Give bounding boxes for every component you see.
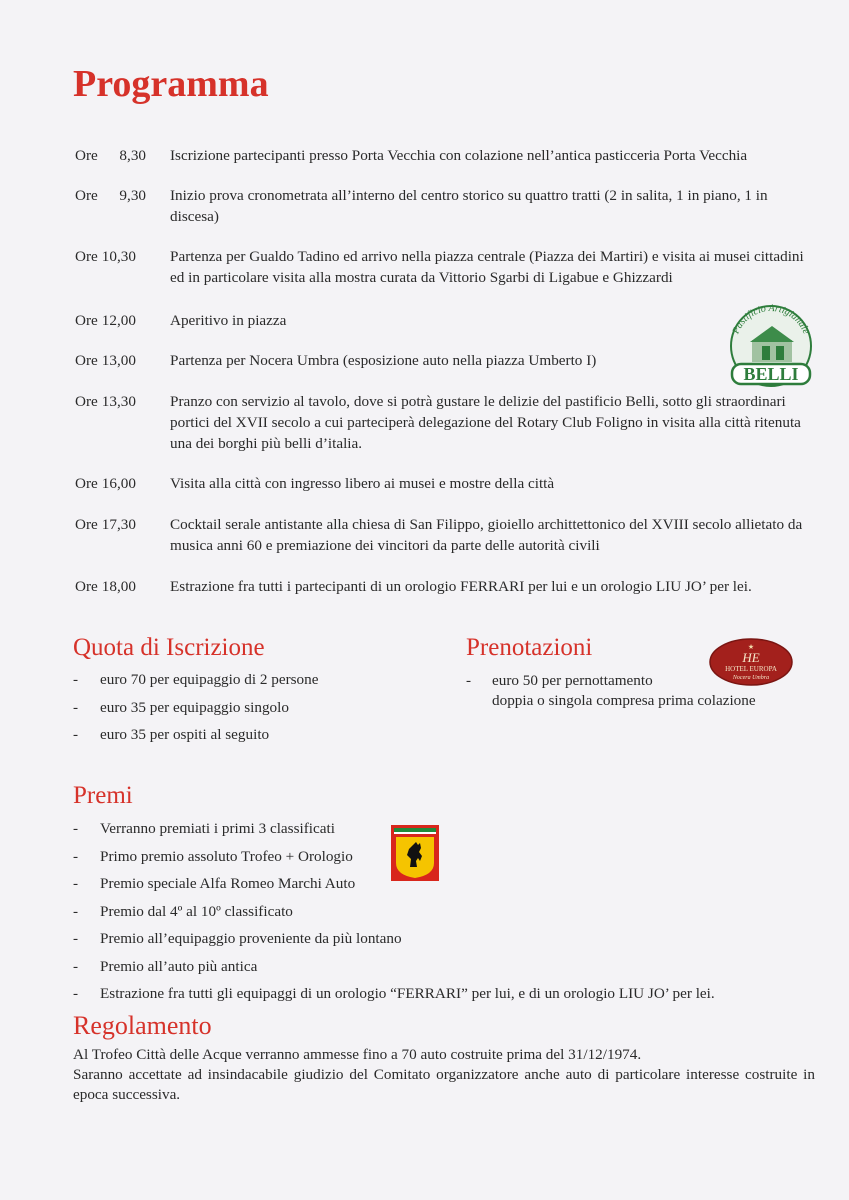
belli-arc-text: Pastificio Artigianale [730, 302, 812, 336]
ore-label: Ore [75, 147, 98, 164]
list-item-text: Premio all’equipaggio proveniente da più lontano [100, 930, 402, 947]
ore-label: Ore [75, 516, 98, 533]
list-item [73, 670, 318, 698]
dash: - [73, 820, 79, 837]
belli-logo [722, 296, 820, 390]
schedule-text: Aperitivo in piazza [170, 312, 287, 329]
schedule-row [75, 246, 820, 288]
list-item-text: euro 35 per ospiti al seguito [100, 726, 270, 743]
prenotazioni-title: Prenotazioni [466, 634, 593, 661]
list-item-text: euro 35 per equipaggio singolo [100, 698, 289, 716]
time-label: 18,00 [101, 578, 136, 595]
hotel-europa-logo [708, 637, 794, 687]
list-item-text: Premio all’auto più antica [100, 957, 258, 975]
quota-title: Quota di Iscrizione [73, 634, 265, 661]
list-item [73, 902, 715, 930]
programma-title: Programma [73, 63, 269, 105]
schedule-text: Visita alla città con ingresso libero ai musei e mostre della città [170, 475, 555, 492]
schedule-text: Cocktail serale antistante alla chiesa di San Filippo, gioiello archittettonico del XVIII secolo allietato da musica anni 60 e premiazione dei vincitori da parte delle autorità civili [170, 516, 803, 554]
list-item-text: Premio speciale Alfa Romeo Marchi Auto [100, 875, 356, 892]
regolamento-text [73, 1045, 815, 1105]
schedule-text: Inizio prova cronometrata all’interno del centro storico su quattro tratti (2 in salita, 1 in piano, 1 in discesa) [170, 187, 768, 225]
quota-list [73, 670, 318, 753]
list-item [73, 957, 715, 985]
time-label: 13,30 [101, 393, 136, 410]
schedule-row [75, 514, 820, 556]
schedule-row [75, 391, 820, 454]
list-item-text: Premio dal 4º al 10º classificato [100, 902, 293, 920]
regolamento-line2: Saranno accettate ad insindacabile giudizio del Comitato organizzatore anche auto di particolare interesse costruite in epoca successiva. [73, 1066, 815, 1103]
star-icon: ★ [747, 643, 755, 651]
regolamento-title: Regolamento [73, 1011, 212, 1040]
hotel-name: HOTEL EUROPA [725, 665, 777, 673]
dash: - [73, 847, 79, 865]
dash: - [73, 985, 79, 1002]
schedule-text: Pranzo con servizio al tavolo, dove si potrà gustare le delizie del pastificio Belli, sotto gli straordinari portici del XVII secolo a cui parteciperà delegazione del Rotary Club Foligno in visita alla città ritenuta una dei borghi più belli d’italia. [170, 393, 801, 452]
schedule-row [75, 145, 820, 166]
hotel-city: Nocera Umbra [732, 675, 770, 681]
dash: - [73, 698, 79, 716]
prenotazioni-line2: doppia o singola compresa prima colazione [492, 692, 756, 709]
list-item-text: euro 70 per equipaggio di 2 persone [100, 671, 319, 688]
list-item-text: Primo premio assoluto Trofeo + Orologio [100, 847, 353, 865]
time-label: 17,30 [101, 516, 136, 533]
ore-label: Ore [75, 393, 98, 410]
schedule-row [75, 350, 715, 371]
list-item-text: Estrazione fra tutti gli equipaggi di un orologio “FERRARI” per lui, e di un orologio LIU JO’ per lei. [100, 985, 715, 1002]
list-item [73, 725, 318, 753]
time-label: 12,00 [101, 312, 136, 329]
belli-name: BELLI [743, 364, 799, 384]
hotel-he: HE [742, 650, 760, 665]
dash: - [73, 875, 79, 892]
prenotazioni-line1: euro 50 per pernottamento [492, 672, 653, 689]
time-label: 13,00 [101, 352, 136, 369]
list-item [73, 984, 715, 1012]
schedule-row [75, 185, 820, 227]
dash: - [73, 957, 79, 975]
list-item [73, 929, 715, 957]
list-item-text: Verranno premiati i primi 3 classificati [100, 820, 335, 837]
ore-label: Ore [75, 312, 98, 329]
dash: - [73, 671, 79, 688]
time-label: 8,30 [119, 147, 146, 164]
ore-label: Ore [75, 187, 98, 204]
time-label: 16,00 [101, 475, 136, 492]
schedule-text: Partenza per Gualdo Tadino ed arrivo nella piazza centrale (Piazza dei Martiri) e visita ai musei cittadini ed in particolare visita alla mostra curata da Vittorio Sgarbi di Ligabue e Ghizzardi [170, 248, 804, 286]
ferrari-logo [391, 825, 439, 881]
regolamento-line1: Al Trofeo Città delle Acque verranno ammesse fino a 70 auto costruite prima del 31/12/1974. [73, 1046, 642, 1063]
schedule-text: Estrazione fra tutti i partecipanti di un orologio FERRARI per lui e un orologio LIU JO’ per lei. [170, 578, 752, 595]
dash: - [466, 672, 472, 689]
ore-label: Ore [75, 578, 98, 595]
time-label: 9,30 [119, 187, 146, 204]
schedule-row [75, 576, 820, 597]
dash: - [73, 930, 79, 947]
schedule-text: Iscrizione partecipanti presso Porta Vecchia con colazione nell’antica pasticceria Porta Vecchia [170, 147, 748, 164]
schedule-row [75, 473, 820, 494]
schedule-text: Partenza per Nocera Umbra (esposizione auto nella piazza Umberto I) [170, 352, 597, 369]
schedule-row [75, 310, 715, 331]
ore-label: Ore [75, 475, 98, 492]
list-item [73, 698, 318, 726]
premi-title: Premi [73, 782, 133, 809]
dash: - [73, 726, 79, 743]
dash: - [73, 902, 79, 920]
ore-label: Ore [75, 352, 98, 369]
time-label: 10,30 [101, 248, 136, 265]
ore-label: Ore [75, 248, 98, 265]
